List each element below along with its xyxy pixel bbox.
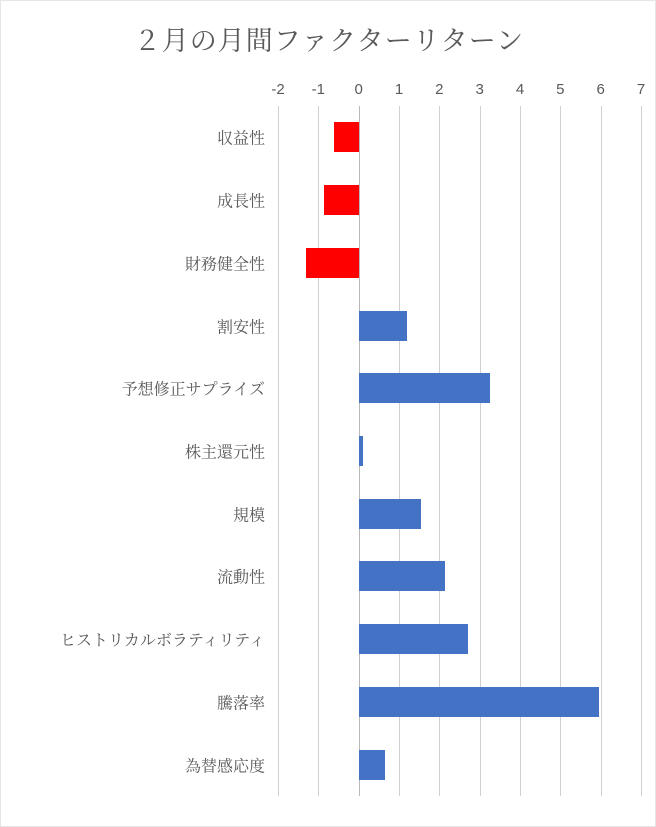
category-label: 財務健全性	[184, 256, 265, 274]
category-label: 成長性	[216, 193, 265, 211]
category-label: 流動性	[216, 569, 265, 587]
x-tick-label: 4	[515, 81, 525, 98]
x-tick-label: 2	[435, 81, 444, 98]
bar	[359, 561, 446, 591]
bar	[324, 185, 358, 215]
x-tick-label: 6	[596, 81, 605, 98]
category-label: 収益性	[216, 130, 265, 148]
category-label: 予想修正サプライズ	[121, 381, 265, 399]
x-tick-label: -1	[311, 81, 325, 98]
y-axis-category-labels	[1, 106, 273, 796]
bar	[306, 248, 358, 278]
x-tick-label: 3	[475, 81, 484, 98]
chart-title: ２月の月間ファクターリターン	[133, 26, 525, 56]
gridline-7	[641, 106, 642, 796]
bar	[359, 624, 468, 654]
bar	[334, 122, 358, 152]
bar	[359, 373, 490, 403]
gridline--1	[318, 106, 319, 796]
x-tick-label: 0	[354, 81, 363, 98]
bar	[359, 499, 422, 529]
category-label: 株主還元性	[184, 444, 265, 462]
category-label: 割安性	[216, 319, 265, 337]
category-label: 規模	[232, 507, 265, 525]
category-label: 騰落率	[216, 695, 265, 713]
bar	[359, 687, 599, 717]
category-label: 為替感応度	[184, 758, 265, 776]
x-axis-tick-labels	[271, 81, 646, 103]
x-tick-label: 5	[556, 81, 565, 98]
bar	[359, 311, 407, 341]
gridline--2	[278, 106, 279, 796]
gridline-6	[601, 106, 602, 796]
category-label: ヒストリカルボラティリティ	[60, 632, 265, 650]
x-tick-label: 1	[394, 81, 404, 98]
bar	[359, 750, 385, 780]
plot-area	[278, 106, 641, 796]
bar	[359, 436, 363, 466]
x-tick-label: -2	[271, 81, 285, 98]
x-tick-label: 7	[636, 81, 646, 98]
